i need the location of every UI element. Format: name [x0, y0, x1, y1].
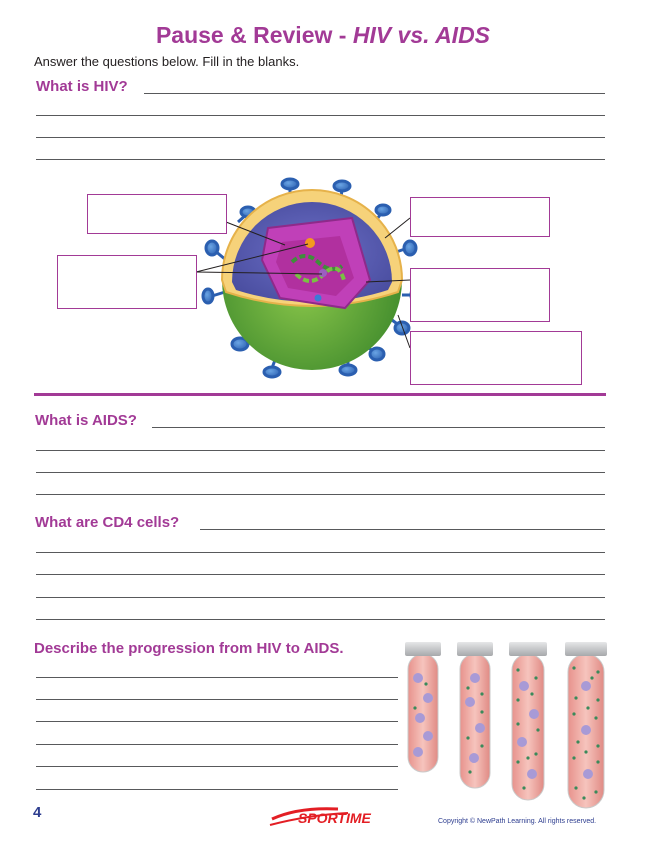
- integrase: [319, 269, 327, 277]
- answer-line[interactable]: [36, 699, 398, 700]
- answer-line[interactable]: [36, 472, 605, 473]
- question-what-is-hiv: What is HIV?: [36, 78, 128, 95]
- answer-line[interactable]: [36, 115, 605, 116]
- diagram-label-box-4[interactable]: [410, 268, 550, 322]
- answer-line[interactable]: [36, 137, 605, 138]
- answer-line[interactable]: [200, 529, 605, 530]
- answer-line[interactable]: [36, 677, 398, 678]
- title-separator: -: [332, 22, 353, 48]
- test-tube-2: [457, 642, 493, 788]
- question-describe-progression: Describe the progression from HIV to AIDS.: [34, 640, 344, 657]
- page-title: [0, 22, 646, 49]
- protease: [315, 295, 322, 302]
- diagram-label-box-2[interactable]: [57, 255, 197, 309]
- section-divider: [34, 393, 606, 396]
- test-tube-1: [405, 642, 441, 772]
- answer-line[interactable]: [36, 619, 605, 620]
- instructions: Answer the questions below. Fill in the blanks.: [34, 54, 300, 69]
- answer-line[interactable]: [36, 450, 605, 451]
- question-what-are-cd4-cells: What are CD4 cells?: [35, 514, 180, 531]
- question-what-is-aids: What is AIDS?: [35, 412, 137, 429]
- logo-text: SPORTIME: [298, 810, 371, 826]
- test-tube-3: [509, 642, 547, 800]
- answer-line[interactable]: [36, 494, 605, 495]
- answer-line[interactable]: [144, 93, 605, 94]
- answer-line[interactable]: [36, 159, 605, 160]
- copyright: Copyright © NewPath Learning. All rights reserved.: [438, 818, 597, 825]
- title-subtitle: HIV vs. AIDS: [352, 22, 491, 48]
- diagram-label-box-3[interactable]: [410, 197, 550, 237]
- answer-line[interactable]: [36, 721, 398, 722]
- capsid-inner: [276, 236, 354, 296]
- answer-line[interactable]: [36, 597, 605, 598]
- answer-line[interactable]: [36, 766, 398, 767]
- title-main: Pause & Review: [155, 22, 333, 48]
- test-tubes-illustration: [398, 638, 620, 813]
- answer-line[interactable]: [36, 574, 605, 575]
- test-tube-4: [565, 642, 607, 808]
- answer-line[interactable]: [36, 552, 605, 553]
- answer-line[interactable]: [36, 789, 398, 790]
- reverse-transcriptase: [305, 238, 315, 248]
- answer-line[interactable]: [36, 744, 398, 745]
- page-number: 4: [33, 804, 42, 821]
- answer-line[interactable]: [152, 427, 605, 428]
- diagram-label-box-5[interactable]: [410, 331, 582, 385]
- sportime-logo: [268, 805, 388, 829]
- diagram-label-box-1[interactable]: [87, 194, 227, 234]
